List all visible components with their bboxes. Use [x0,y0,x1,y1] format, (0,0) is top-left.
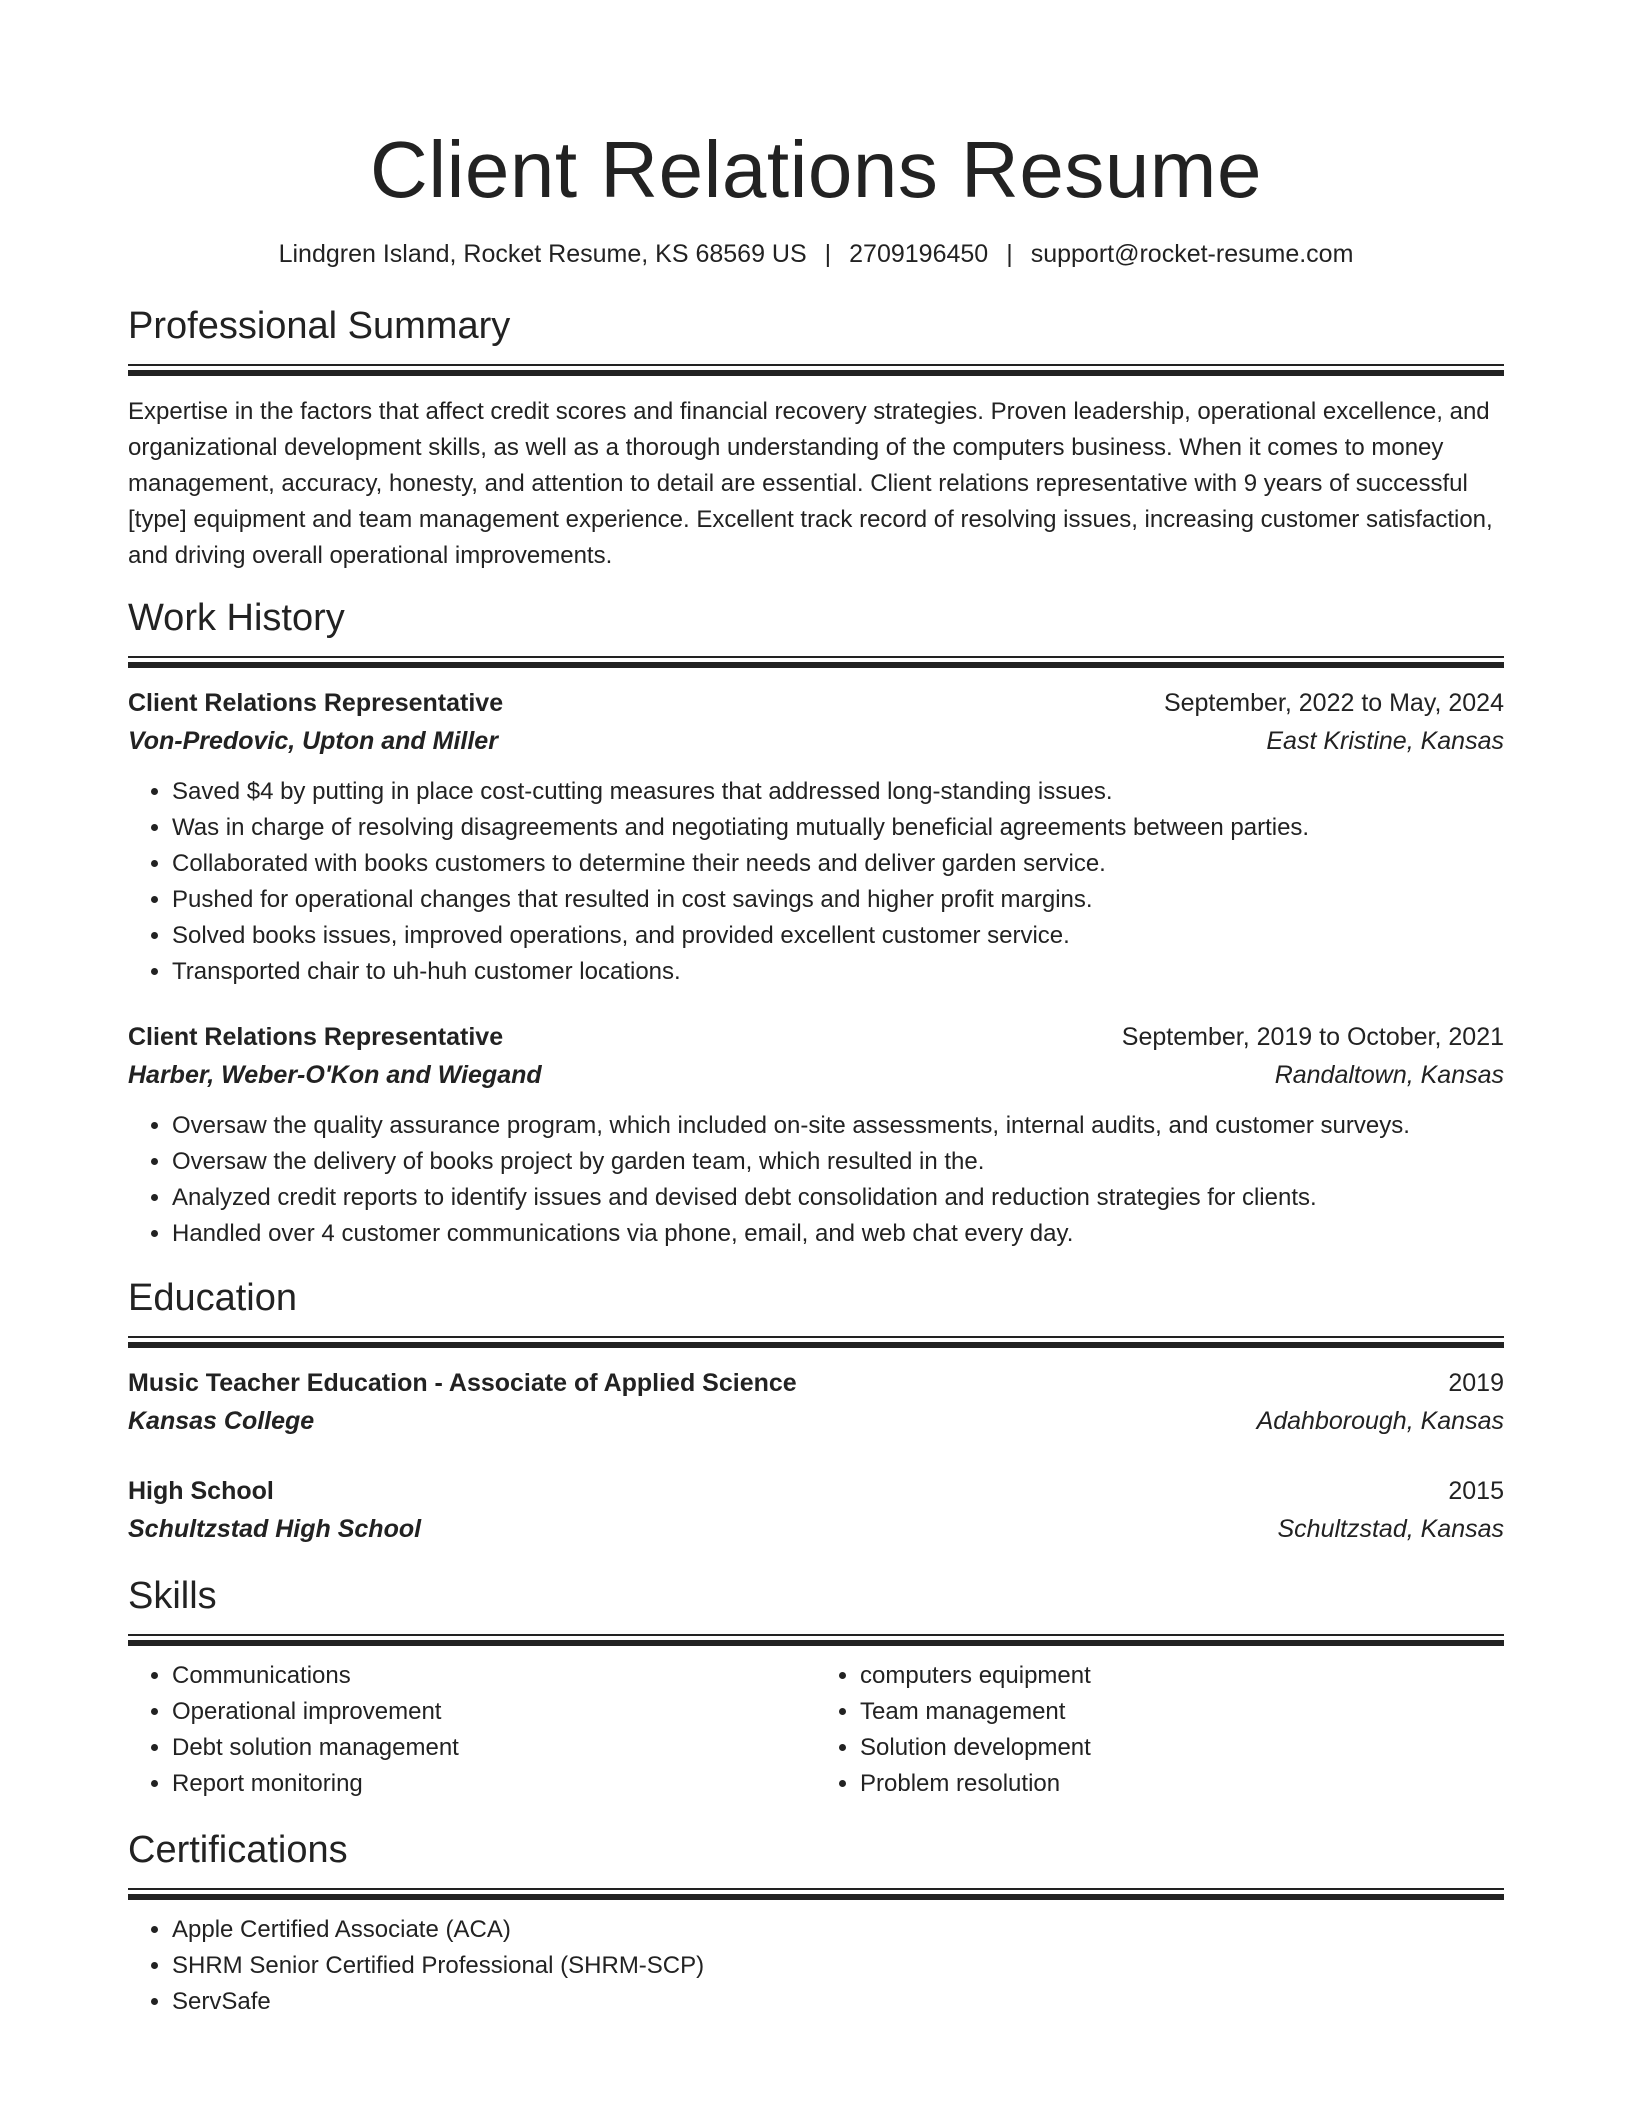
education-header-row [128,1472,1504,1510]
summary-heading: Professional Summary [128,305,511,347]
education-location: Schultzstad, Kansas [1277,1515,1504,1543]
job-location: Randaltown, Kansas [1274,1061,1504,1089]
section-divider [128,364,1504,376]
work-section [128,594,1504,1252]
education-year: 2015 [1448,1477,1504,1505]
job-org-row [128,1056,1504,1094]
contact-email: support@rocket-resume.com [1030,240,1354,268]
job-bullets [128,1108,1504,1252]
job-header-row [128,1018,1504,1056]
job-title: Client Relations Representative [128,1023,504,1051]
list-item: • computers equipment [860,1658,1504,1694]
job-dates: September, 2022 to May, 2024 [1163,689,1504,717]
skills-columns [128,1658,1504,1802]
job-dates: September, 2019 to October, 2021 [1121,1023,1504,1051]
education-year: 2019 [1448,1369,1504,1397]
list-item: • SHRM Senior Certified Professional (SHRM-SCP) [172,1948,1504,1984]
list-item: • Report monitoring [172,1766,816,1802]
list-item: • ServSafe [172,1984,1504,2020]
education-school-row [128,1510,1504,1548]
education-school: Kansas College [128,1407,315,1435]
job-company: Von-Predovic, Upton and Miller [128,727,498,755]
contact-separator: | [824,240,832,268]
certifications-heading: Certifications [128,1829,348,1871]
resume-title: Client Relations Resume [370,125,1262,214]
education-school-row [128,1402,1504,1440]
education-degree: Music Teacher Education - Associate of Applied Science [128,1369,797,1397]
list-item: • Collaborated with books customers to determine their needs and deliver garden service. [172,846,1504,882]
section-divider [128,1336,1504,1348]
work-heading: Work History [128,597,345,639]
list-item: • Solution development [860,1730,1504,1766]
job-company: Harber, Weber-O'Kon and Wiegand [128,1061,542,1089]
job-location: East Kristine, Kansas [1266,727,1504,755]
job-title: Client Relations Representative [128,689,504,717]
contact-phone: 2709196450 [849,240,989,268]
summary-section [128,302,1504,574]
job-entry [128,1018,1504,1252]
job-bullets [128,774,1504,990]
summary-text: Expertise in the factors that affect credit scores and financial recovery strategies. Proven leadership, operational excellence, and organizational development skills, as well as a thorough understanding of the computers business. When it comes to money management, accuracy, honesty, and attention to detail are essential. Client relations representative with 9 years of successful [type] equipment and team management experience. Excellent track record of resolving issues, increasing customer satisfaction, and driving overall operational improvements. [128,398,1493,569]
list-item: • Communications [172,1658,816,1694]
contact-line [128,236,1504,272]
section-divider [128,1888,1504,1900]
skills-section [128,1572,1504,1802]
list-item: • Analyzed credit reports to identify issues and devised debt consolidation and reduction strategies for clients. [172,1180,1504,1216]
section-divider [128,656,1504,668]
list-item: • Pushed for operational changes that resulted in cost savings and higher profit margins. [172,882,1504,918]
list-item: • Oversaw the quality assurance program, which included on-site assessments, internal audits, and customer surveys. [172,1108,1504,1144]
list-item: • Handled over 4 customer communications via phone, email, and web chat every day. [172,1216,1504,1252]
education-entry [128,1364,1504,1440]
education-school: Schultzstad High School [128,1515,422,1543]
contact-separator: | [1006,240,1013,268]
list-item: • Oversaw the delivery of books project by garden team, which resulted in the. [172,1144,1504,1180]
education-degree: High School [128,1477,274,1505]
list-item: • Operational improvement [172,1694,816,1730]
list-item: • Team management [860,1694,1504,1730]
education-heading: Education [128,1277,298,1319]
job-entry [128,684,1504,990]
list-item: • Solved books issues, improved operations, and provided excellent customer service. [172,918,1504,954]
education-location: Adahborough, Kansas [1256,1407,1504,1435]
list-item: • Was in charge of resolving disagreements and negotiating mutually beneficial agreements between parties. [172,810,1504,846]
skills-heading: Skills [128,1575,217,1617]
skills-list-right [816,1658,1504,1802]
list-item: • Problem resolution [860,1766,1504,1802]
education-entry [128,1472,1504,1548]
list-item: • Apple Certified Associate (ACA) [172,1912,1504,1948]
education-header-row [128,1364,1504,1402]
list-item: • Debt solution management [172,1730,816,1766]
certifications-section [128,1826,1504,2020]
contact-address: Lindgren Island, Rocket Resume, KS 68569 US [278,240,807,268]
job-org-row [128,722,1504,760]
list-item: • Transported chair to uh-huh customer locations. [172,954,1504,990]
section-divider [128,1634,1504,1646]
job-header-row [128,684,1504,722]
skills-list-left [128,1658,816,1802]
education-section [128,1274,1504,1548]
list-item: • Saved $4 by putting in place cost-cutting measures that addressed long-standing issues. [172,774,1504,810]
certifications-list [128,1912,1504,2020]
